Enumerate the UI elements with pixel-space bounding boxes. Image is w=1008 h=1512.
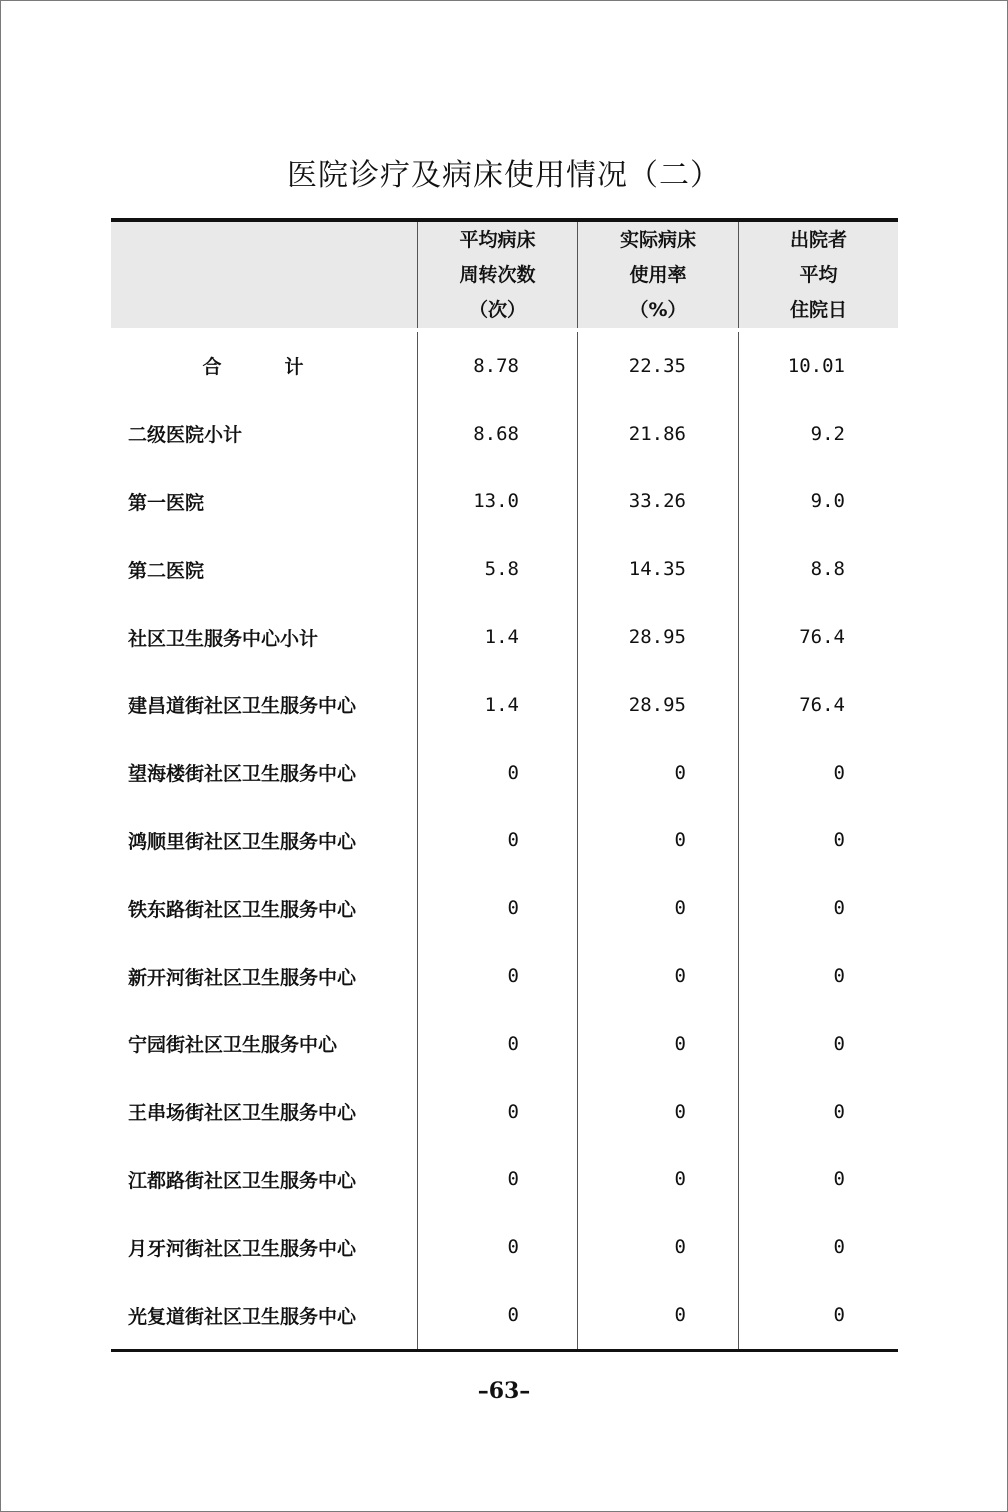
header-cell-turnover xyxy=(417,222,577,328)
table-row xyxy=(111,535,898,603)
row-avg-stay: 0 xyxy=(738,874,898,942)
header-cell-name xyxy=(111,222,417,328)
row-name: 江都路街社区卫生服务中心 xyxy=(128,1169,357,1192)
row-avg-stay: 0 xyxy=(738,807,898,875)
table-row xyxy=(111,1078,898,1146)
header-line: 住院日 xyxy=(789,298,847,321)
row-turnover: 0 xyxy=(417,807,577,875)
row-name: 合 计 xyxy=(202,356,326,379)
table-row xyxy=(111,807,898,875)
row-usage-rate: 0 xyxy=(577,1078,738,1146)
table-row xyxy=(111,1010,898,1078)
row-avg-stay: 10.01 xyxy=(738,332,898,400)
row-turnover: 0 xyxy=(417,874,577,942)
header-cell-usage-rate xyxy=(577,222,738,328)
row-turnover: 8.78 xyxy=(417,332,577,400)
table-row xyxy=(111,874,898,942)
row-turnover: 5.8 xyxy=(417,535,577,603)
row-usage-rate: 0 xyxy=(577,1146,738,1214)
table-row xyxy=(111,1146,898,1214)
table-row xyxy=(111,1213,898,1281)
row-name: 望海楼街社区卫生服务中心 xyxy=(128,763,357,786)
row-avg-stay: 76.4 xyxy=(738,603,898,671)
row-avg-stay: 0 xyxy=(738,1213,898,1281)
row-turnover: 0 xyxy=(417,942,577,1010)
row-turnover: 13.0 xyxy=(417,468,577,536)
table-row xyxy=(111,468,898,536)
row-name: 鸿顺里街社区卫生服务中心 xyxy=(128,830,357,853)
row-avg-stay: 0 xyxy=(738,942,898,1010)
row-name: 王串场街社区卫生服务中心 xyxy=(128,1102,357,1125)
row-usage-rate: 22.35 xyxy=(577,332,738,400)
row-avg-stay: 9.2 xyxy=(738,400,898,468)
table-row xyxy=(111,400,898,468)
header-line: 平均病床 xyxy=(459,228,536,251)
header-line: 使用率 xyxy=(629,263,687,286)
page-number: –63– xyxy=(477,1378,531,1404)
row-usage-rate: 0 xyxy=(577,1010,738,1078)
row-turnover: 8.68 xyxy=(417,400,577,468)
row-name: 光复道街社区卫生服务中心 xyxy=(128,1305,357,1328)
header-cell-avg-stay xyxy=(738,222,898,328)
row-name: 二级医院小计 xyxy=(128,424,243,447)
table-row xyxy=(111,603,898,671)
row-avg-stay: 0 xyxy=(738,1078,898,1146)
row-name: 宁园街社区卫生服务中心 xyxy=(128,1034,338,1057)
row-name: 第二医院 xyxy=(128,559,205,582)
table-row xyxy=(111,332,898,400)
row-usage-rate: 0 xyxy=(577,807,738,875)
row-avg-stay: 0 xyxy=(738,739,898,807)
row-usage-rate: 14.35 xyxy=(577,535,738,603)
table-row xyxy=(111,942,898,1010)
row-name: 建昌道街社区卫生服务中心 xyxy=(128,695,357,718)
row-usage-rate: 21.86 xyxy=(577,400,738,468)
header-line: 周转次数 xyxy=(459,263,536,286)
row-usage-rate: 0 xyxy=(577,1213,738,1281)
row-turnover: 0 xyxy=(417,1078,577,1146)
row-usage-rate: 0 xyxy=(577,739,738,807)
header-line: 平均 xyxy=(799,263,838,286)
row-avg-stay: 0 xyxy=(738,1146,898,1214)
row-name: 月牙河街社区卫生服务中心 xyxy=(128,1237,357,1260)
row-usage-rate: 0 xyxy=(577,874,738,942)
row-usage-rate: 33.26 xyxy=(577,468,738,536)
header-line: （%） xyxy=(629,298,687,321)
row-turnover: 0 xyxy=(417,1146,577,1214)
table-body xyxy=(111,332,898,1349)
row-name: 第一医院 xyxy=(128,491,205,514)
row-usage-rate: 28.95 xyxy=(577,671,738,739)
row-turnover: 0 xyxy=(417,1281,577,1349)
row-avg-stay: 8.8 xyxy=(738,535,898,603)
row-avg-stay: 9.0 xyxy=(738,468,898,536)
page-title: 医院诊疗及病床使用情况（二） xyxy=(287,158,721,193)
table-bottom-rule xyxy=(111,1349,898,1352)
row-name: 铁东路街社区卫生服务中心 xyxy=(128,898,357,921)
row-turnover: 0 xyxy=(417,1010,577,1078)
row-usage-rate: 0 xyxy=(577,1281,738,1349)
row-avg-stay: 76.4 xyxy=(738,671,898,739)
row-avg-stay: 0 xyxy=(738,1281,898,1349)
stats-table xyxy=(111,218,898,1352)
row-name: 新开河街社区卫生服务中心 xyxy=(128,966,357,989)
row-name: 社区卫生服务中心小计 xyxy=(128,627,319,650)
row-turnover: 0 xyxy=(417,1213,577,1281)
header-line: 实际病床 xyxy=(619,228,696,251)
table-header xyxy=(111,222,898,328)
row-usage-rate: 28.95 xyxy=(577,603,738,671)
row-turnover: 1.4 xyxy=(417,603,577,671)
row-turnover: 1.4 xyxy=(417,671,577,739)
header-line: 出院者 xyxy=(789,228,847,251)
table-row xyxy=(111,739,898,807)
row-avg-stay: 0 xyxy=(738,1010,898,1078)
row-usage-rate: 0 xyxy=(577,942,738,1010)
table-row xyxy=(111,671,898,739)
header-line: （次） xyxy=(468,298,526,321)
row-turnover: 0 xyxy=(417,739,577,807)
table-row xyxy=(111,1281,898,1349)
